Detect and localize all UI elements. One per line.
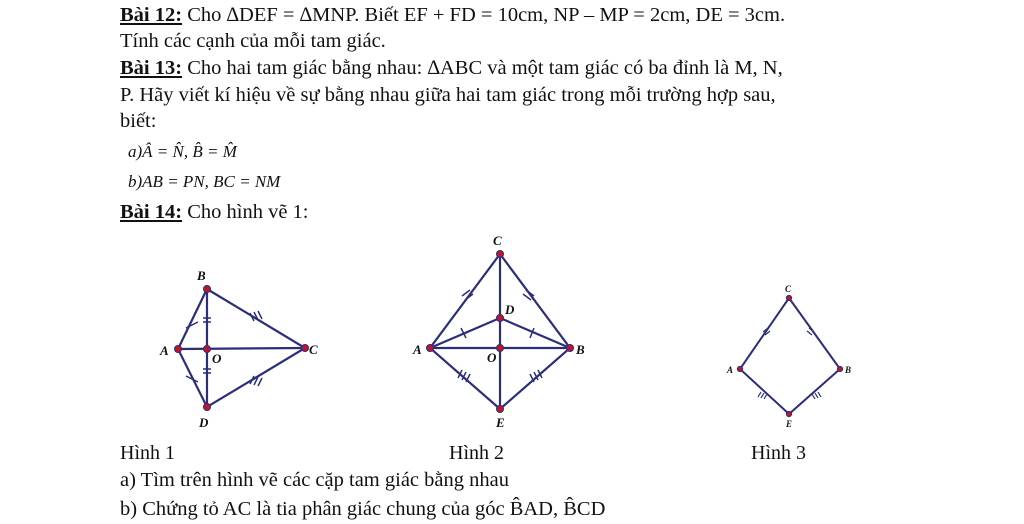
- problem-13-case-b: b)AB = PN, BC = NM: [128, 172, 281, 191]
- problem-14-question-b: b) Chứng tỏ AC là tia phân giác chung của góc B̂AD, B̂CD: [120, 498, 606, 520]
- fig2-label-a: A: [413, 342, 422, 357]
- fig2-label-b: B: [576, 342, 585, 357]
- problem-14-label: Bài 14:: [120, 201, 183, 223]
- problem-13-line-2: P. Hãy viết kí hiệu về sự bằng nhau giữa hai tam giác trong mỗi trường hợp sau,: [120, 84, 776, 106]
- figure-2: [430, 254, 570, 409]
- fig2-label-o: O: [487, 350, 497, 365]
- problem-14-intro: Cho hình vẽ 1:: [182, 201, 309, 223]
- fig1-label-d: D: [199, 415, 209, 430]
- problem-12-line-2: Tính các cạnh của mỗi tam giác.: [120, 30, 386, 52]
- problem-13-case-a: a)Â = N̂, B̂ = M̂: [128, 142, 237, 161]
- fig2-label-c: C: [493, 233, 502, 248]
- fig1-label-a: A: [160, 343, 169, 358]
- fig3-label-a: A: [727, 365, 734, 375]
- problem-13-line-3: biết:: [120, 110, 157, 132]
- problem-13-text: Cho hai tam giác bằng nhau: ∆ABC và một tam giác có ba đỉnh là M, N,: [182, 57, 783, 79]
- fig3-label-e: E: [786, 419, 793, 429]
- problem-13-label: Bài 13:: [120, 57, 183, 79]
- fig3-ticks: [758, 328, 821, 399]
- problem-12-label: Bài 12:: [120, 4, 183, 26]
- fig1-label-b: B: [197, 268, 206, 283]
- fig1-diagonal-ac: [178, 348, 305, 349]
- fig3-caption: Hình 3: [751, 442, 806, 464]
- fig1-caption: Hình 1: [120, 442, 175, 464]
- fig1-label-o: O: [212, 351, 222, 366]
- fig3-quadrilateral: [740, 298, 840, 414]
- fig3-label-c: C: [785, 284, 792, 294]
- fig3-label-b: B: [845, 365, 852, 375]
- figure-1: [178, 289, 305, 407]
- fig2-label-d: D: [505, 302, 515, 317]
- problem-14-question-a: a) Tìm trên hình vẽ các cặp tam giác bằng nhau: [120, 469, 509, 491]
- figure-3: [740, 298, 840, 414]
- fig3-points: [737, 295, 842, 416]
- fig2-label-e: E: [496, 415, 505, 430]
- fig1-label-c: C: [309, 342, 318, 357]
- fig2-caption: Hình 2: [449, 442, 504, 464]
- problem-12-text: Cho ∆DEF = ∆MNP. Biết EF + FD = 10cm, NP – MP = 2cm, DE = 3cm.: [182, 4, 786, 26]
